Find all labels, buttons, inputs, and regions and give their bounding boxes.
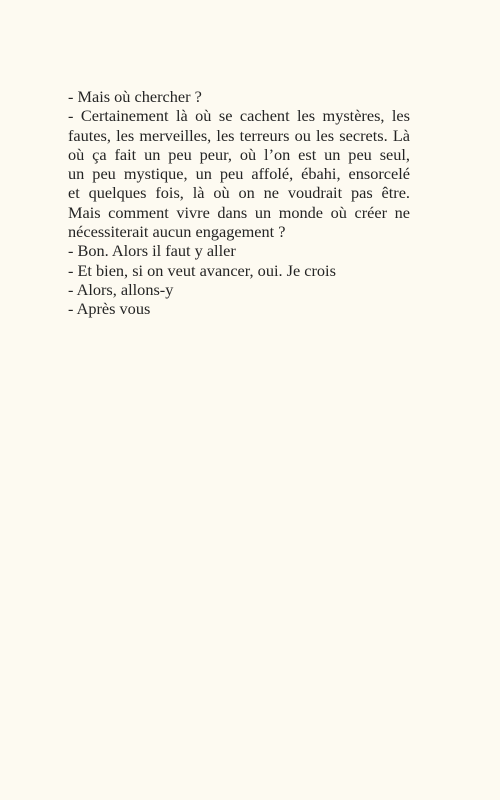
text-line-1: - Mais où chercher ?: [68, 87, 202, 106]
text-line-12: - Après vous: [68, 299, 151, 319]
text-line-5: un peu mystique, un peu affolé, ébahi, ensorcelé: [68, 164, 410, 184]
text-line-4: où ça fait un peu peur, où l’on est un peu seul,: [68, 144, 410, 164]
text-line-8: nécessiterait aucun engagement ?: [68, 222, 286, 242]
text-line-10: - Et bien, si on veut avancer, oui. Je crois: [68, 260, 336, 280]
text-line-11: - Alors, allons-y: [68, 279, 174, 299]
text-line-2: - Certainement là où se cachent les mystères, les: [68, 106, 410, 126]
text-body: [68, 87, 410, 319]
text-line-3: fautes, les merveilles, les terreurs ou les secrets. Là: [68, 125, 410, 145]
text-line-9: - Bon. Alors il faut y aller: [68, 241, 236, 261]
text-line-7: Mais comment vivre dans un monde où créer ne: [68, 202, 410, 222]
text-line-6: et quelques fois, là où on ne voudrait pas être.: [68, 183, 410, 203]
